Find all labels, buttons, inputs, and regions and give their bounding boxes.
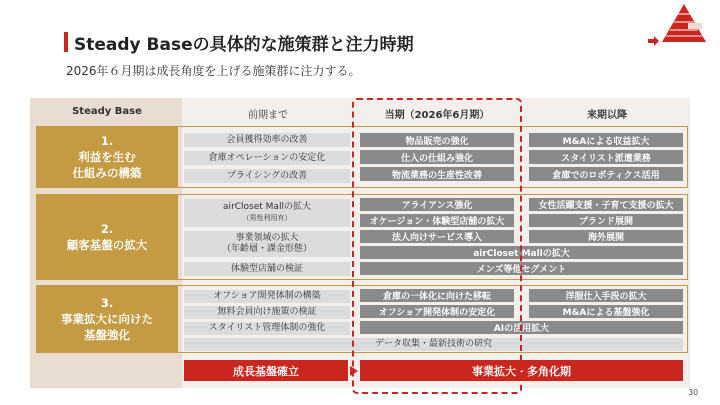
title-accent-bar [64,32,68,52]
next-item: 女性活躍支援・子育て支援の拡大 [529,198,683,211]
category-2: 2. 顧客基盤の拡大 [36,194,178,280]
span-item-mall: airCloset Mallの拡大 [360,246,683,259]
span-item-data: データ収集・最新技術の研究 [184,338,683,351]
current-item: オケージョン・体験型店舗の拡大 [360,214,514,227]
prev-item: 体験型店舗の検証 [184,262,350,276]
prev-item: プライシングの改善 [184,169,350,183]
page-number: 30 [688,388,699,397]
category-1: 1. 利益を生む 仕組みの構築 [36,126,178,188]
next-item: 洋服仕入手段の拡大 [529,289,683,302]
prev-item: スタイリスト管理体制の強化 [184,322,350,335]
current-item: 法人向けサービス導入 [360,230,514,243]
col-header-category: Steady Base [72,106,142,117]
next-item: M&Aによる基盤強化 [529,305,683,318]
prev-item: 倉庫オペレーションの安定化 [184,151,350,165]
category-3: 3. 事業拡大に向けた 基盤強化 [36,285,178,353]
pyramid-logo-icon [648,2,708,48]
page-title: Steady Baseの具体的な施策群と注力時期 [74,35,414,55]
next-item: 倉庫でのロボティクス活用 [529,167,683,181]
next-item: スタイリスト派遣業務 [529,150,683,164]
current-period-highlight [352,98,522,394]
next-item: M&Aによる収益拡大 [529,133,683,147]
span-item-ai: AIの活用拡大 [360,321,683,334]
next-item: 海外展開 [529,230,683,243]
prev-item-mall: airCloset Mallの拡大 （男性利用有） [184,199,350,227]
current-item: アライアンス強化 [360,198,514,211]
prev-item: オフショア開発体制の構築 [184,290,350,303]
col-header-previous: 前期まで [248,110,288,121]
current-item: オフショア開発体制の安定化 [360,305,514,318]
current-item: 物品販売の強化 [360,133,514,147]
current-item: 物流業務の生産性改善 [360,167,514,181]
page-subtitle: 2026年６月期は成長角度を上げる施策群に注力する。 [66,64,361,78]
span-item-mens: メンズ等他セグメント [360,262,683,275]
prev-item-domain: 事業領域の拡大 （年齢層・課金形態） [184,231,350,257]
current-item: 倉庫の一体化に向けた移転 [360,289,514,302]
prev-item: 無料会員向け施策の検証 [184,306,350,319]
phase-growth-foundation: 成長基盤確立 [184,360,348,381]
next-item: ブランド展開 [529,214,683,227]
col-header-next: 来期以降 [587,110,627,121]
prev-item: 会員獲得効率の改善 [184,133,350,147]
current-item: 仕入の仕組み強化 [360,150,514,164]
col-header-current: 当期（2026年6月期） [384,110,490,121]
phase-expansion: 事業拡大・多角化期 [360,360,683,381]
